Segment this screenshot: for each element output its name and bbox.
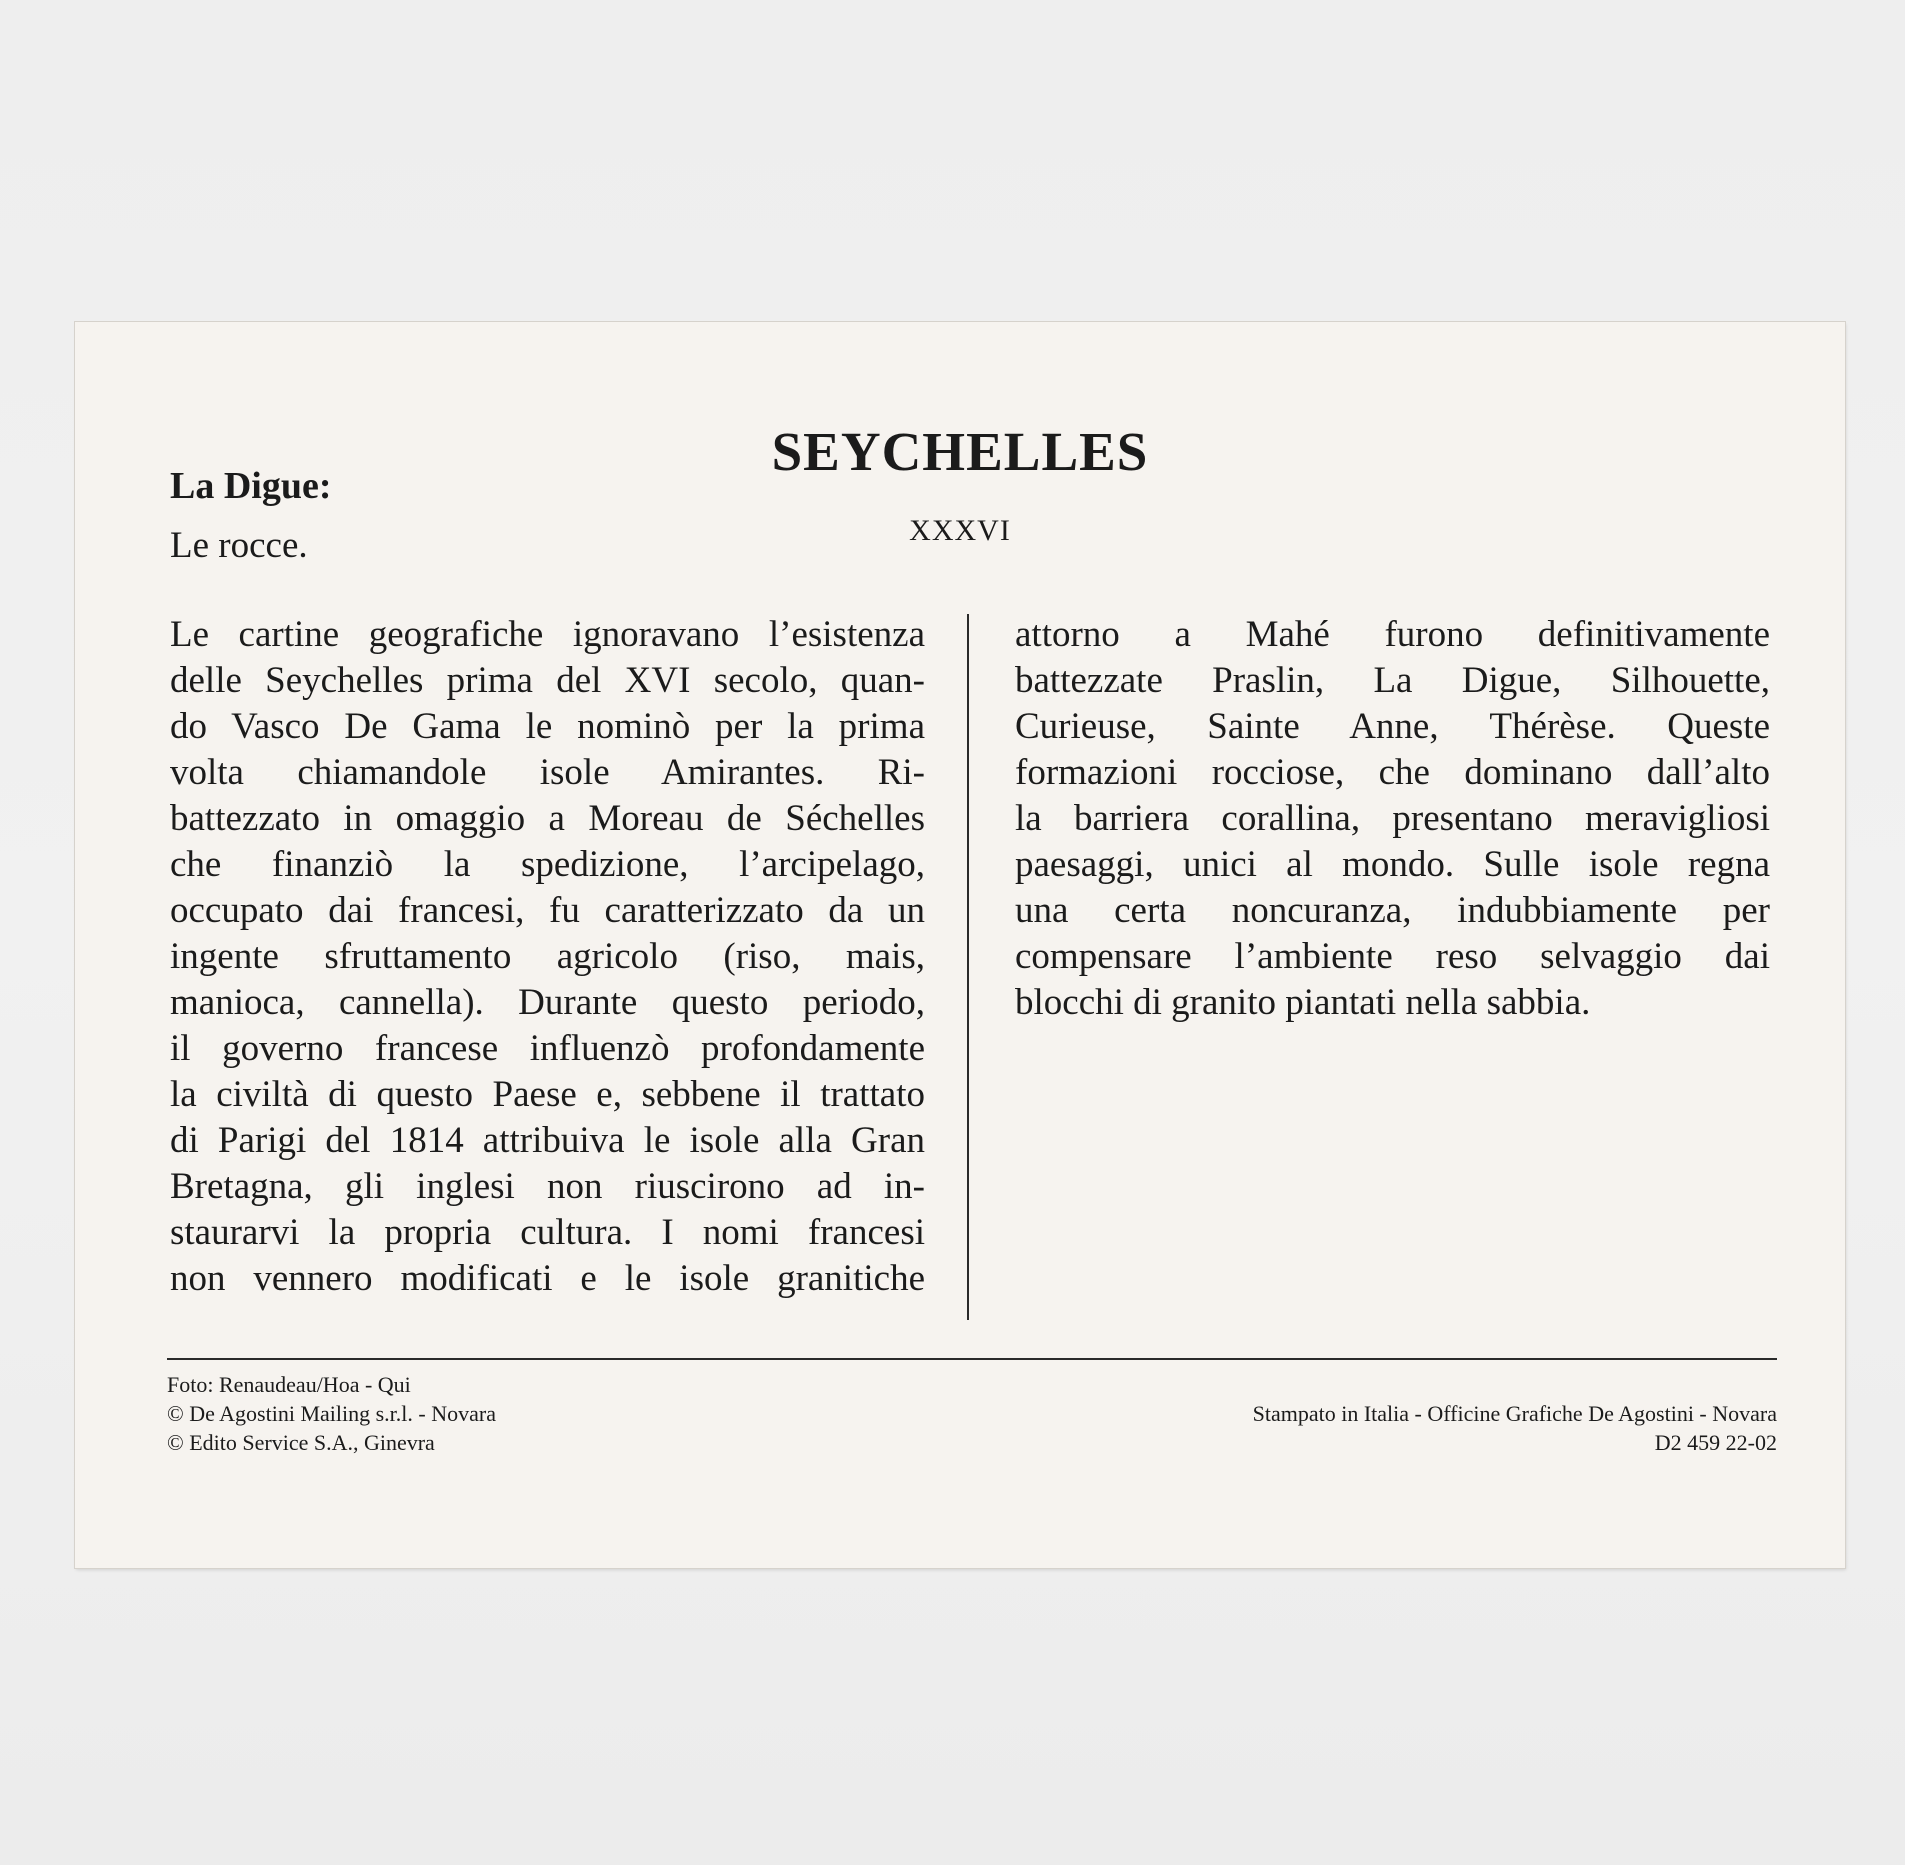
text-line: formazioni rocciose, che dominano dall’alto — [1015, 752, 1770, 793]
footer-divider — [167, 1358, 1777, 1360]
text-column-right — [1015, 612, 1770, 1026]
subject-caption: Le rocce. — [170, 525, 308, 566]
copyright-line: © Edito Service S.A., Ginevra — [167, 1430, 435, 1455]
text-line: paesaggi, unici al mondo. Sulle isole regna — [1015, 844, 1770, 885]
text-line: battezzato in omaggio a Moreau de Séchelles — [170, 798, 925, 839]
text-line: una certa noncuranza, indubbiamente per — [1015, 890, 1770, 931]
postcard-back — [75, 322, 1845, 1568]
text-column-left — [170, 612, 925, 1302]
text-line: che finanziò la spedizione, l’arcipelago, — [170, 844, 925, 885]
text-line: Le cartine geografiche ignoravano l’esistenza — [170, 614, 925, 655]
text-line: do Vasco De Gama le nominò per la prima — [170, 706, 925, 747]
text-line: Curieuse, Sainte Anne, Thérèse. Queste — [1015, 706, 1770, 747]
column-divider — [967, 614, 969, 1320]
copyright-line: © De Agostini Mailing s.r.l. - Novara — [167, 1401, 496, 1426]
text-line: il governo francese influenzò profondamente — [170, 1028, 925, 1069]
text-line: blocchi di granito piantati nella sabbia. — [1015, 982, 1591, 1023]
text-line: la civiltà di questo Paese e, sebbene il trattato — [170, 1074, 925, 1115]
product-code: D2 459 22-02 — [1654, 1430, 1777, 1455]
printer-line: Stampato in Italia - Officine Grafiche De Agostini - Novara — [1252, 1401, 1777, 1426]
credits-block — [167, 1370, 496, 1457]
text-line: occupato dai francesi, fu caratterizzato da un — [170, 890, 925, 931]
text-line: manioca, cannella). Durante questo periodo, — [170, 982, 925, 1023]
text-line: non vennero modificati e le isole granitiche — [170, 1258, 925, 1299]
text-line: volta chiamandole isole Amirantes. Ri- — [170, 752, 925, 793]
card-title: SEYCHELLES — [771, 421, 1149, 482]
text-line: staurarvi la propria cultura. I nomi francesi — [170, 1212, 925, 1253]
text-line: attorno a Mahé furono definitivamente — [1015, 614, 1770, 655]
text-line: compensare l’ambiente reso selvaggio dai — [1015, 936, 1770, 977]
text-line: ingente sfruttamento agricolo (riso, mais, — [170, 936, 925, 977]
text-line: la barriera corallina, presentano meravigliosi — [1015, 798, 1770, 839]
place-heading: La Digue: — [170, 465, 332, 507]
text-line: Bretagna, gli inglesi non riuscirono ad in- — [170, 1166, 925, 1207]
text-line: battezzate Praslin, La Digue, Silhouette, — [1015, 660, 1770, 701]
card-number: XXXVI — [909, 514, 1011, 547]
text-line: delle Seychelles prima del XVI secolo, quan- — [170, 660, 925, 701]
photo-credit: Foto: Renaudeau/Hoa - Qui — [167, 1372, 411, 1397]
text-line: di Parigi del 1814 attribuiva le isole alla Gran — [170, 1120, 925, 1161]
printer-block — [1253, 1399, 1777, 1457]
